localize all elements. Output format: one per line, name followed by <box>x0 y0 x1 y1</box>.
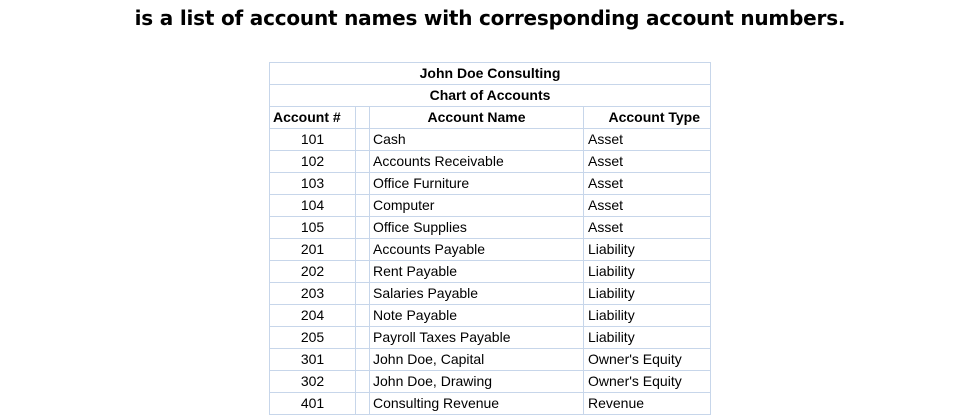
table-row <box>270 151 711 173</box>
account-name-cell: Accounts Receivable <box>370 151 584 173</box>
spacer-cell <box>356 239 370 261</box>
account-name-cell: Rent Payable <box>370 261 584 283</box>
account-type-cell: Liability <box>584 239 711 261</box>
table-row <box>270 173 711 195</box>
table-row <box>270 239 711 261</box>
account-type-cell: Liability <box>584 261 711 283</box>
account-type-cell: Liability <box>584 327 711 349</box>
account-name-cell: John Doe, Capital <box>370 349 584 371</box>
account-number-cell: 104 <box>270 195 356 217</box>
chart-of-accounts-table <box>269 62 711 415</box>
spacer-cell <box>356 129 370 151</box>
table-row <box>270 371 711 393</box>
account-name-cell: Payroll Taxes Payable <box>370 327 584 349</box>
account-number-cell: 401 <box>270 393 356 415</box>
account-name-cell: John Doe, Drawing <box>370 371 584 393</box>
account-name-cell: Note Payable <box>370 305 584 327</box>
account-number-cell: 301 <box>270 349 356 371</box>
table-row <box>270 327 711 349</box>
account-type-cell: Revenue <box>584 393 711 415</box>
account-number-cell: 102 <box>270 151 356 173</box>
table-row <box>270 195 711 217</box>
account-rows <box>270 129 711 415</box>
chart-of-accounts-table-container <box>269 62 710 415</box>
account-number-cell: 204 <box>270 305 356 327</box>
account-type-cell: Asset <box>584 173 711 195</box>
account-type-cell: Owner's Equity <box>584 371 711 393</box>
account-name-cell: Computer <box>370 195 584 217</box>
table-row <box>270 129 711 151</box>
table-title: Chart of Accounts <box>270 85 711 107</box>
table-row <box>270 283 711 305</box>
spacer-cell <box>356 173 370 195</box>
spacer-cell <box>356 371 370 393</box>
spacer-cell <box>356 195 370 217</box>
account-name-cell: Cash <box>370 129 584 151</box>
table-row <box>270 393 711 415</box>
spacer-cell <box>356 327 370 349</box>
account-name-cell: Office Supplies <box>370 217 584 239</box>
company-name: John Doe Consulting <box>270 63 711 85</box>
header-account-type: Account Type <box>584 107 711 129</box>
account-number-cell: 105 <box>270 217 356 239</box>
account-name-cell: Consulting Revenue <box>370 393 584 415</box>
header-row <box>270 107 711 129</box>
account-type-cell: Asset <box>584 217 711 239</box>
spacer-cell <box>356 261 370 283</box>
account-number-cell: 103 <box>270 173 356 195</box>
account-type-cell: Owner's Equity <box>584 349 711 371</box>
spacer-cell <box>356 151 370 173</box>
account-name-cell: Salaries Payable <box>370 283 584 305</box>
account-number-cell: 101 <box>270 129 356 151</box>
account-type-cell: Liability <box>584 305 711 327</box>
account-number-cell: 205 <box>270 327 356 349</box>
account-name-cell: Accounts Payable <box>370 239 584 261</box>
account-type-cell: Liability <box>584 283 711 305</box>
table-row <box>270 261 711 283</box>
account-number-cell: 202 <box>270 261 356 283</box>
header-spacer <box>356 107 370 129</box>
account-number-cell: 302 <box>270 371 356 393</box>
account-number-cell: 201 <box>270 239 356 261</box>
table-row <box>270 349 711 371</box>
header-account-name: Account Name <box>370 107 584 129</box>
spacer-cell <box>356 217 370 239</box>
company-row <box>270 63 711 85</box>
spacer-cell <box>356 305 370 327</box>
account-type-cell: Asset <box>584 195 711 217</box>
title-row <box>270 85 711 107</box>
table-row <box>270 305 711 327</box>
page-caption: is a list of account names with corresponding account numbers. <box>134 6 846 30</box>
header-account-number: Account # <box>270 107 356 129</box>
spacer-cell <box>356 283 370 305</box>
account-name-cell: Office Furniture <box>370 173 584 195</box>
spacer-cell <box>356 349 370 371</box>
table-row <box>270 217 711 239</box>
account-number-cell: 203 <box>270 283 356 305</box>
account-type-cell: Asset <box>584 129 711 151</box>
account-type-cell: Asset <box>584 151 711 173</box>
spacer-cell <box>356 393 370 415</box>
